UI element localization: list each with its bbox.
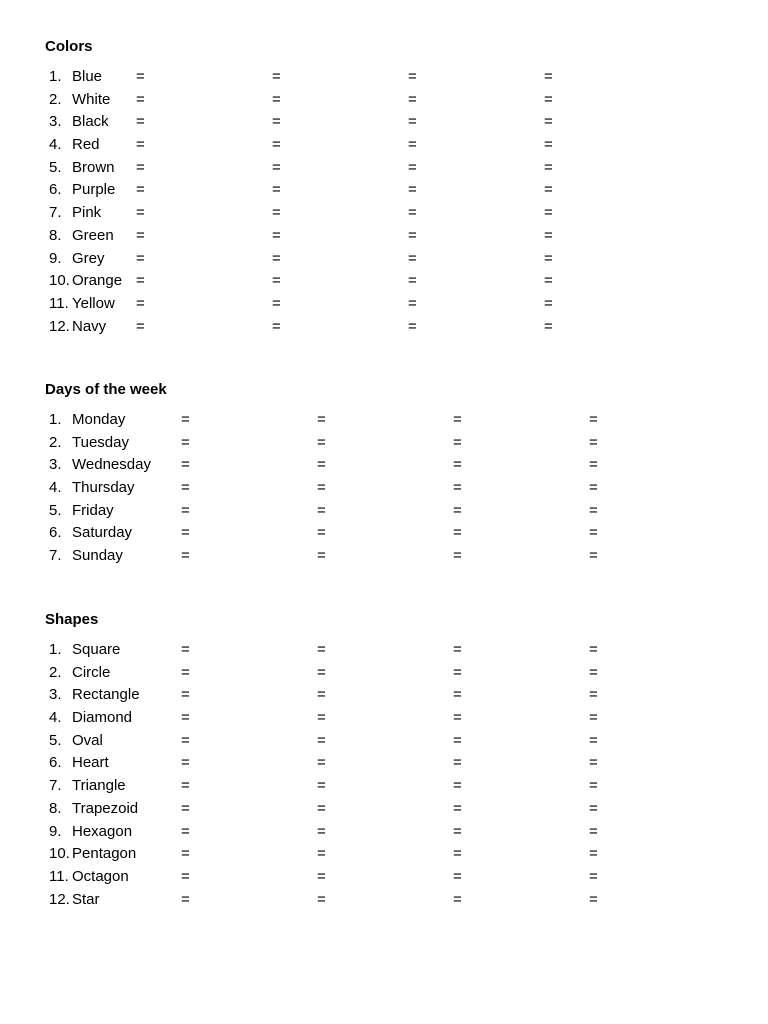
- equals-sign: =: [453, 547, 462, 565]
- item-word: Pink: [72, 204, 102, 222]
- equals-sign: =: [544, 317, 553, 335]
- equals-sign: =: [589, 456, 598, 474]
- list-item: [45, 248, 725, 271]
- equals-sign: =: [272, 204, 281, 222]
- equals-sign: =: [181, 411, 190, 428]
- item-word: Oval: [72, 731, 103, 749]
- list-item: [45, 66, 725, 89]
- equals-sign: =: [544, 90, 553, 108]
- equals-sign: =: [589, 479, 598, 497]
- item-word: Yellow: [72, 294, 115, 312]
- item-number: 4.: [49, 479, 62, 497]
- equals-sign: =: [544, 181, 553, 199]
- item-number: 5.: [49, 158, 62, 176]
- item-list: [45, 639, 725, 911]
- list-item: [45, 545, 725, 568]
- list-item: [45, 202, 725, 225]
- equals-sign: =: [272, 158, 281, 176]
- item-word: Blue: [72, 68, 103, 85]
- equals-sign: =: [272, 68, 281, 85]
- equals-sign: =: [408, 113, 417, 131]
- list-item: [45, 866, 725, 889]
- equals-sign: =: [136, 204, 145, 222]
- equals-sign: =: [589, 890, 598, 908]
- item-word: Pentagon: [72, 845, 137, 863]
- equals-sign: =: [408, 181, 417, 199]
- item-word: Grey: [72, 249, 105, 267]
- equals-sign: =: [317, 456, 326, 474]
- list-item: [45, 843, 725, 866]
- equals-sign: =: [453, 890, 462, 908]
- list-item: [45, 111, 725, 134]
- equals-sign: =: [453, 479, 462, 497]
- equals-sign: =: [544, 226, 553, 244]
- equals-sign: =: [453, 731, 462, 749]
- item-number: 3.: [49, 686, 62, 704]
- equals-sign: =: [408, 226, 417, 244]
- list-item: [45, 707, 725, 730]
- equals-sign: =: [408, 317, 417, 335]
- equals-sign: =: [136, 136, 145, 154]
- equals-sign: =: [317, 547, 326, 565]
- item-word: Hexagon: [72, 822, 133, 840]
- item-number: 5.: [49, 501, 62, 519]
- equals-sign: =: [136, 68, 145, 85]
- equals-sign: =: [136, 226, 145, 244]
- equals-sign: =: [453, 433, 462, 451]
- equals-sign: =: [317, 501, 326, 519]
- list-item: [45, 270, 725, 293]
- equals-sign: =: [317, 777, 326, 795]
- equals-sign: =: [317, 754, 326, 772]
- equals-sign: =: [453, 709, 462, 727]
- equals-sign: =: [181, 686, 190, 704]
- item-number: 8.: [49, 799, 62, 817]
- equals-sign: =: [589, 641, 598, 658]
- equals-sign: =: [453, 524, 462, 542]
- equals-sign: =: [317, 663, 326, 681]
- item-number: 1.: [49, 68, 62, 85]
- equals-sign: =: [181, 709, 190, 727]
- item-number: 2.: [49, 663, 62, 681]
- equals-sign: =: [317, 890, 326, 908]
- equals-sign: =: [589, 731, 598, 749]
- list-item: [45, 684, 725, 707]
- equals-sign: =: [453, 456, 462, 474]
- equals-sign: =: [317, 433, 326, 451]
- equals-sign: =: [136, 90, 145, 108]
- item-word: Circle: [72, 663, 111, 681]
- item-word: White: [72, 90, 111, 108]
- equals-sign: =: [408, 90, 417, 108]
- equals-sign: =: [453, 501, 462, 519]
- equals-sign: =: [408, 204, 417, 222]
- list-item: [45, 730, 725, 753]
- equals-sign: =: [589, 777, 598, 795]
- equals-sign: =: [136, 272, 145, 290]
- item-number: 1.: [49, 641, 62, 658]
- item-word: Wednesday: [72, 456, 151, 474]
- equals-sign: =: [589, 433, 598, 451]
- equals-sign: =: [272, 136, 281, 154]
- equals-sign: =: [272, 249, 281, 267]
- list-item: [45, 798, 725, 821]
- equals-sign: =: [589, 663, 598, 681]
- equals-sign: =: [181, 524, 190, 542]
- item-number: 9.: [49, 822, 62, 840]
- item-word: Thursday: [72, 479, 135, 497]
- item-word: Tuesday: [72, 433, 129, 451]
- item-word: Brown: [72, 158, 115, 176]
- item-number: 1.: [49, 411, 62, 428]
- equals-sign: =: [453, 777, 462, 795]
- section-title: Shapes: [45, 611, 99, 628]
- equals-sign: =: [272, 294, 281, 312]
- item-word: Rectangle: [72, 686, 140, 704]
- equals-sign: =: [136, 249, 145, 267]
- list-item: [45, 409, 725, 432]
- equals-sign: =: [589, 686, 598, 704]
- item-word: Triangle: [72, 777, 126, 795]
- section-title: Days of the week: [45, 381, 167, 398]
- equals-sign: =: [589, 845, 598, 863]
- equals-sign: =: [272, 90, 281, 108]
- equals-sign: =: [317, 845, 326, 863]
- equals-sign: =: [408, 136, 417, 154]
- item-number: 7.: [49, 547, 62, 565]
- equals-sign: =: [181, 890, 190, 908]
- equals-sign: =: [544, 113, 553, 131]
- item-number: 10.: [49, 272, 70, 290]
- equals-sign: =: [453, 799, 462, 817]
- item-number: 12.: [49, 317, 70, 335]
- equals-sign: =: [181, 799, 190, 817]
- item-number: 6.: [49, 754, 62, 772]
- item-number: 2.: [49, 90, 62, 108]
- item-word: Orange: [72, 272, 123, 290]
- item-number: 7.: [49, 204, 62, 222]
- list-item: [45, 89, 725, 112]
- equals-sign: =: [453, 822, 462, 840]
- equals-sign: =: [453, 867, 462, 885]
- equals-sign: =: [136, 181, 145, 199]
- list-item: [45, 889, 725, 912]
- section-shapes: [45, 611, 598, 908]
- equals-sign: =: [272, 181, 281, 199]
- item-number: 4.: [49, 136, 62, 154]
- equals-sign: =: [272, 113, 281, 131]
- equals-sign: =: [317, 479, 326, 497]
- item-word: Green: [72, 226, 114, 244]
- equals-sign: =: [317, 822, 326, 840]
- list-item: [45, 225, 725, 248]
- equals-sign: =: [589, 411, 598, 428]
- equals-sign: =: [408, 68, 417, 85]
- equals-sign: =: [408, 158, 417, 176]
- equals-sign: =: [589, 709, 598, 727]
- equals-sign: =: [181, 867, 190, 885]
- item-word: Octagon: [72, 867, 129, 885]
- item-word: Trapezoid: [72, 799, 139, 817]
- item-list: [45, 409, 725, 568]
- equals-sign: =: [544, 158, 553, 176]
- list-item: [45, 134, 725, 157]
- equals-sign: =: [544, 204, 553, 222]
- equals-sign: =: [544, 294, 553, 312]
- item-number: 5.: [49, 731, 62, 749]
- equals-sign: =: [453, 663, 462, 681]
- item-number: 2.: [49, 433, 62, 451]
- list-item: [45, 316, 725, 339]
- list-item: [45, 477, 725, 500]
- item-number: 11.: [49, 867, 69, 885]
- equals-sign: =: [317, 411, 326, 428]
- item-number: 12.: [49, 890, 70, 908]
- equals-sign: =: [181, 777, 190, 795]
- list-item: [45, 179, 725, 202]
- list-item: [45, 639, 725, 662]
- item-number: 6.: [49, 524, 62, 542]
- list-item: [45, 522, 725, 545]
- equals-sign: =: [589, 524, 598, 542]
- item-number: 6.: [49, 181, 62, 199]
- item-word: Purple: [72, 181, 116, 199]
- equals-sign: =: [544, 68, 553, 85]
- item-word: Diamond: [72, 709, 133, 727]
- equals-sign: =: [589, 501, 598, 519]
- equals-sign: =: [136, 294, 145, 312]
- equals-sign: =: [453, 411, 462, 428]
- item-word: Navy: [72, 317, 107, 335]
- equals-sign: =: [181, 501, 190, 519]
- equals-sign: =: [136, 113, 145, 131]
- item-number: 3.: [49, 456, 62, 474]
- equals-sign: =: [181, 754, 190, 772]
- list-item: [45, 454, 725, 477]
- equals-sign: =: [181, 845, 190, 863]
- item-number: 7.: [49, 777, 62, 795]
- equals-sign: =: [544, 272, 553, 290]
- equals-sign: =: [181, 547, 190, 565]
- equals-sign: =: [272, 226, 281, 244]
- item-word: Sunday: [72, 547, 123, 565]
- equals-sign: =: [589, 867, 598, 885]
- equals-sign: =: [589, 754, 598, 772]
- list-item: [45, 157, 725, 180]
- equals-sign: =: [408, 294, 417, 312]
- item-word: Heart: [72, 754, 109, 772]
- equals-sign: =: [317, 686, 326, 704]
- equals-sign: =: [544, 136, 553, 154]
- equals-sign: =: [136, 317, 145, 335]
- section-colors: [45, 38, 553, 335]
- item-word: Monday: [72, 411, 126, 428]
- item-word: Square: [72, 641, 121, 658]
- item-word: Red: [72, 136, 100, 154]
- equals-sign: =: [453, 845, 462, 863]
- list-item: [45, 662, 725, 685]
- item-number: 3.: [49, 113, 62, 131]
- item-list: [45, 66, 725, 338]
- equals-sign: =: [453, 641, 462, 658]
- equals-sign: =: [589, 822, 598, 840]
- item-number: 4.: [49, 709, 62, 727]
- equals-sign: =: [272, 272, 281, 290]
- section-days-of-the-week: [45, 381, 598, 565]
- section-title: Colors: [45, 38, 93, 55]
- equals-sign: =: [317, 867, 326, 885]
- item-number: 10.: [49, 845, 70, 863]
- list-item: [45, 752, 725, 775]
- list-item: [45, 432, 725, 455]
- list-item: [45, 500, 725, 523]
- equals-sign: =: [181, 433, 190, 451]
- item-word: Black: [72, 113, 109, 131]
- equals-sign: =: [453, 754, 462, 772]
- item-number: 9.: [49, 249, 62, 267]
- equals-sign: =: [544, 249, 553, 267]
- equals-sign: =: [181, 456, 190, 474]
- item-number: 11.: [49, 294, 69, 312]
- equals-sign: =: [317, 799, 326, 817]
- equals-sign: =: [408, 272, 417, 290]
- equals-sign: =: [589, 547, 598, 565]
- equals-sign: =: [317, 524, 326, 542]
- item-word: Friday: [72, 501, 114, 519]
- item-number: 8.: [49, 226, 62, 244]
- equals-sign: =: [181, 731, 190, 749]
- equals-sign: =: [181, 822, 190, 840]
- equals-sign: =: [181, 479, 190, 497]
- list-item: [45, 775, 725, 798]
- equals-sign: =: [181, 663, 190, 681]
- equals-sign: =: [317, 641, 326, 658]
- equals-sign: =: [317, 709, 326, 727]
- equals-sign: =: [136, 158, 145, 176]
- equals-sign: =: [272, 317, 281, 335]
- equals-sign: =: [453, 686, 462, 704]
- list-item: [45, 821, 725, 844]
- equals-sign: =: [408, 249, 417, 267]
- equals-sign: =: [181, 641, 190, 658]
- item-word: Saturday: [72, 524, 133, 542]
- list-item: [45, 293, 725, 316]
- equals-sign: =: [589, 799, 598, 817]
- item-word: Star: [72, 890, 100, 908]
- equals-sign: =: [317, 731, 326, 749]
